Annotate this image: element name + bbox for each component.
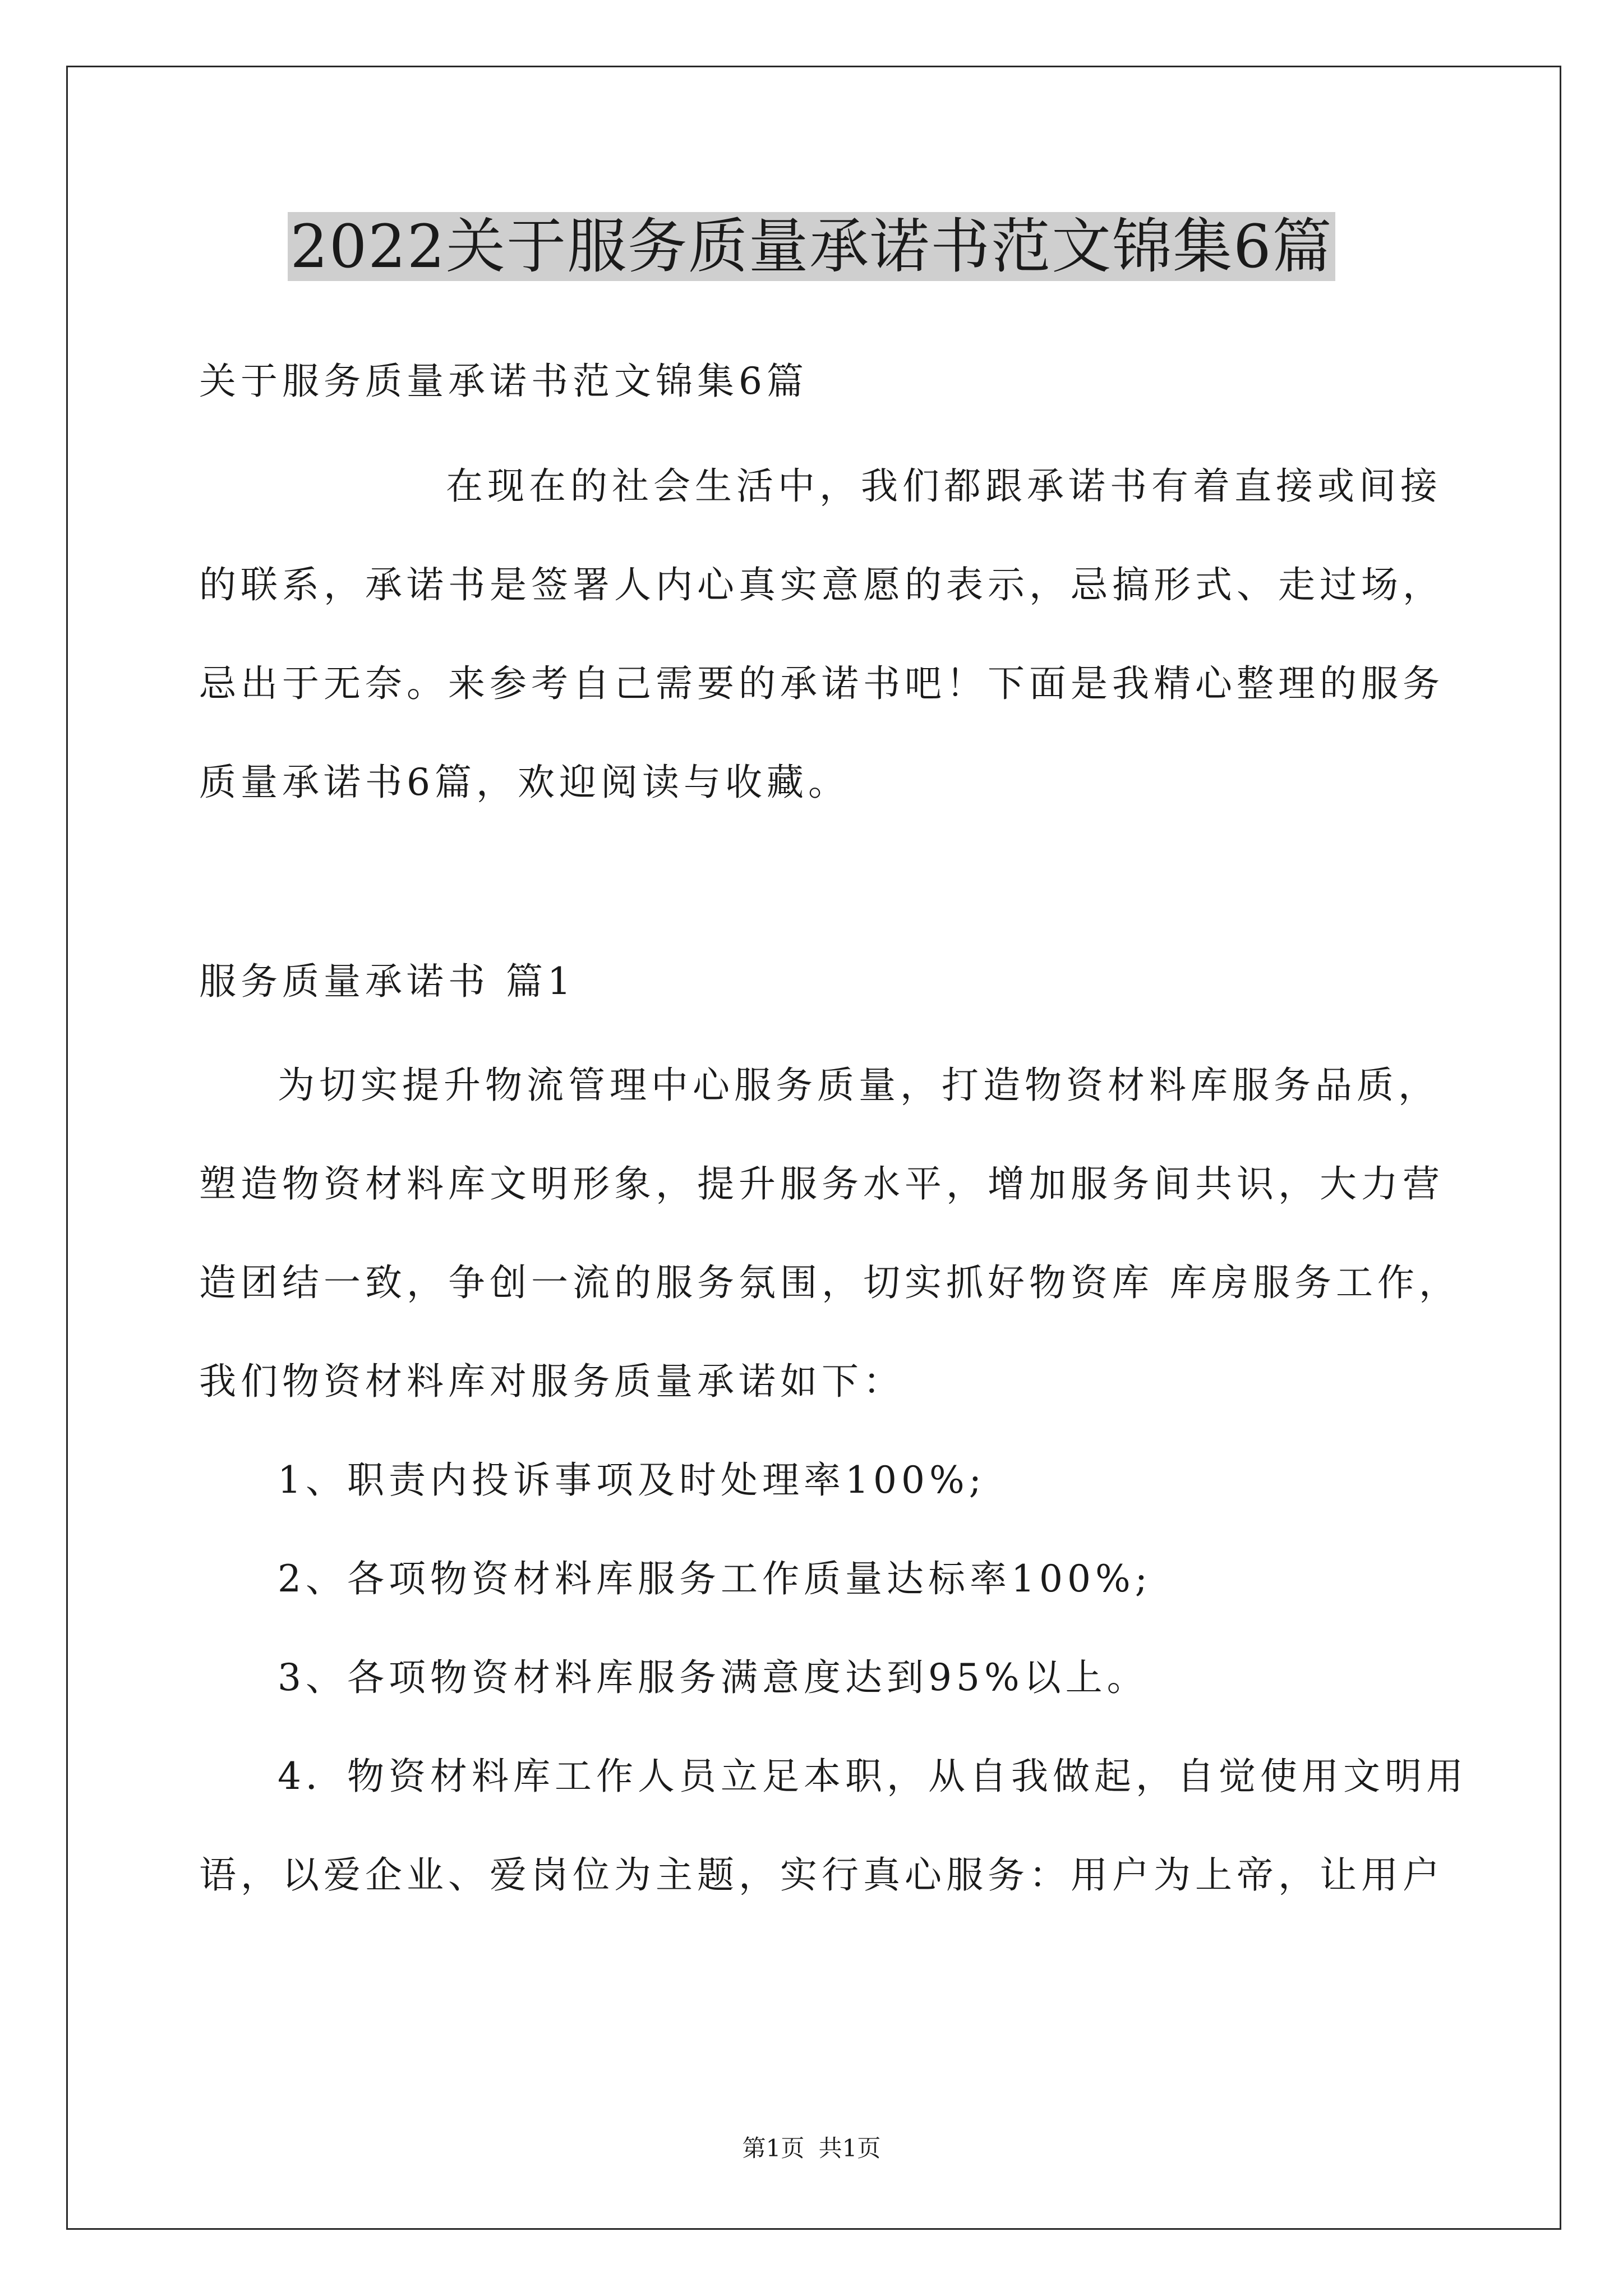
section-body-line-2: 塑造物资材料库文明形象，提升服务水平，增加服务间共识，大力营	[199, 1162, 1444, 1205]
list-item-1: 1、职责内投诉事项及时处理率100%;	[278, 1458, 986, 1502]
section-body-line-4: 我们物资材料库对服务质量承诺如下：	[199, 1360, 905, 1403]
list-item-4-line-1: 4．物资材料库工作人员立足本职，从自我做起，自觉使用文明用	[278, 1755, 1468, 1798]
intro-line-3: 忌出于无奈。来参考自己需要的承诺书吧！下面是我精心整理的服务	[199, 662, 1444, 705]
intro-line-2: 的联系，承诺书是签署人内心真实意愿的表示，忌搞形式、走过场，	[199, 563, 1444, 606]
section-body-line-3: 造团结一致，争创一流的服务氛围，切实抓好物资库 库房服务工作，	[199, 1261, 1460, 1304]
subtitle: 关于服务质量承诺书范文锦集6篇	[199, 360, 808, 403]
document-title	[0, 208, 1623, 286]
list-item-3: 3、各项物资材料库服务满意度达到95%以上。	[278, 1656, 1149, 1699]
document-title-text: 2022关于服务质量承诺书范文锦集6篇	[288, 212, 1335, 281]
list-item-2: 2、各项物资材料库服务工作质量达标率100%;	[278, 1557, 1152, 1600]
intro-line-4: 质量承诺书6篇，欢迎阅读与收藏。	[199, 761, 850, 804]
section-heading: 服务质量承诺书 篇1	[199, 960, 575, 1003]
list-item-4-line-2: 语，以爱企业、爱岗位为主题，实行真心服务：用户为上帝，让用户	[199, 1853, 1444, 1897]
section-body-line-1: 为切实提升物流管理中心服务质量，打造物资材料库服务品质，	[278, 1064, 1440, 1107]
intro-line-1: 在现在的社会生活中，我们都跟承诺书有着直接或间接	[446, 464, 1442, 508]
page-footer: 第1页 共1页	[742, 2134, 881, 2162]
